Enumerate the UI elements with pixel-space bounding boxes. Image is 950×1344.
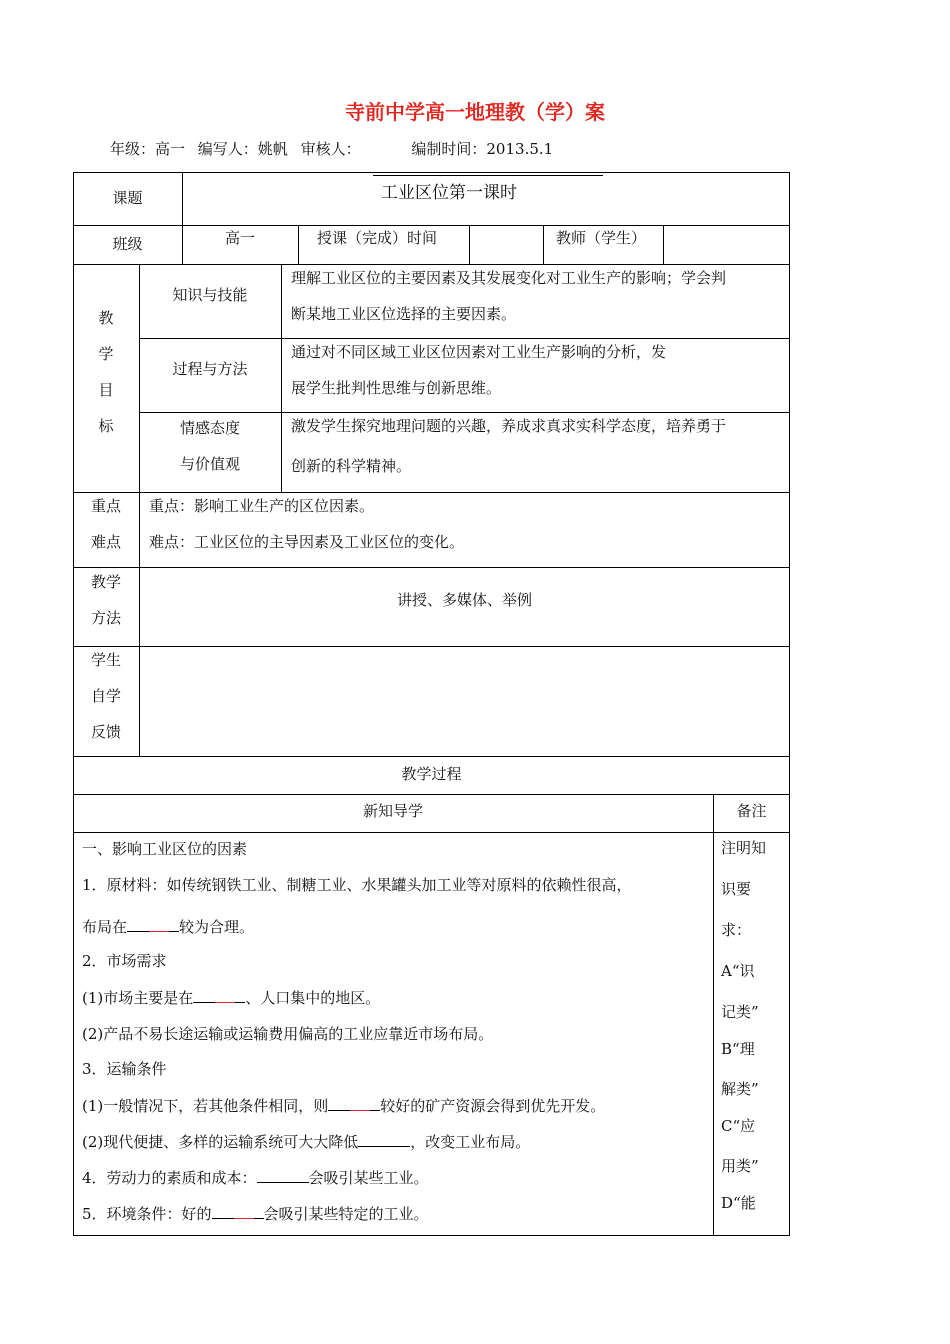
objective-process-line2: 展学生批判性思维与创新思维。 bbox=[291, 379, 502, 397]
row-divider bbox=[73, 567, 790, 568]
content-line: 3．运输条件 bbox=[82, 1060, 167, 1078]
teacher-label: 教师（学生） bbox=[556, 229, 647, 247]
note-line: A“识 bbox=[721, 962, 755, 980]
date-text: 编制时间：2013.5.1 bbox=[411, 140, 554, 158]
objectives-label: 教 学 目 标 bbox=[98, 309, 114, 435]
content-line: 1．原材料：如传统钢铁工业、制糖工业、水果罐头加工业等对原料的依赖性很高， bbox=[82, 876, 632, 894]
key-points-label: 重点 难点 bbox=[90, 497, 121, 551]
class-label: 班级 bbox=[112, 235, 143, 253]
grade-text: 年级：高一 bbox=[110, 140, 186, 158]
reviewer-text: 审核人： bbox=[300, 140, 361, 158]
content-line: 2．市场需求 bbox=[82, 952, 167, 970]
lesson-table bbox=[73, 172, 790, 1236]
col-divider bbox=[713, 794, 714, 1236]
col-divider bbox=[139, 264, 140, 756]
note-line: 用类” bbox=[721, 1157, 759, 1175]
content-line: 5．环境条件：好的 会吸引某些特定的工业。 bbox=[82, 1205, 429, 1223]
process-heading: 教学过程 bbox=[401, 765, 462, 783]
content-line: (1)一般情况下，若其他条件相同，则 较好的矿产资源会得到优先开发。 bbox=[82, 1097, 606, 1115]
col-divider bbox=[281, 264, 282, 492]
fill-blank bbox=[257, 1168, 309, 1183]
fill-blank bbox=[328, 1096, 380, 1111]
note-line: B“理 bbox=[721, 1040, 755, 1058]
document-meta bbox=[110, 138, 561, 159]
key-point-line: 重点：影响工业生产的区位因素。 bbox=[149, 497, 375, 515]
note-line: 识要 bbox=[721, 880, 752, 898]
objective-attitude-line1: 激发学生探究地理问题的兴趣，养成求真求实科学态度，培养勇于 bbox=[291, 417, 727, 435]
method-value: 讲授、多媒体、举例 bbox=[396, 591, 532, 609]
content-heading: 一、影响工业区位的因素 bbox=[82, 840, 248, 858]
col-divider bbox=[663, 225, 664, 264]
note-line: 记类” bbox=[721, 1003, 759, 1021]
author-text: 编写人：姚帆 bbox=[197, 140, 288, 158]
objective-knowledge-line1: 理解工业区位的主要因素及其发展变化对工业生产的影响；学会判 bbox=[291, 269, 727, 287]
content-line: (1)市场主要是在 、人口集中的地区。 bbox=[82, 989, 381, 1007]
note-line: 求： bbox=[721, 921, 752, 939]
content-line: (2)现代便捷、多样的运输系统可大大降低 ，改变工业布局。 bbox=[82, 1133, 531, 1151]
col-divider bbox=[469, 225, 470, 264]
class-value: 高一 bbox=[224, 229, 255, 247]
page-title: 寺前中学高一地理教（学）案 bbox=[345, 100, 605, 124]
objective-attitude-line2: 创新的科学精神。 bbox=[291, 457, 412, 475]
note-line: D“能 bbox=[721, 1194, 756, 1212]
content-line: 布局在 较为合理。 bbox=[82, 918, 255, 936]
row-divider bbox=[73, 646, 790, 647]
objective-knowledge-line2: 断某地工业区位选择的主要因素。 bbox=[291, 305, 517, 323]
objective-process-label: 过程与方法 bbox=[172, 360, 248, 378]
row-divider bbox=[73, 832, 790, 833]
content-line: 4．劳动力的素质和成本： 会吸引某些工业。 bbox=[82, 1169, 429, 1187]
time-label: 授课（完成）时间 bbox=[317, 229, 438, 247]
objective-attitude-label-1: 情感态度 bbox=[179, 419, 240, 437]
new-knowledge-heading: 新知导学 bbox=[362, 802, 423, 820]
method-label: 教学 方法 bbox=[90, 573, 121, 627]
fill-blank bbox=[127, 917, 179, 932]
difficult-point-line: 难点：工业区位的主导因素及工业区位的变化。 bbox=[149, 533, 465, 551]
fill-blank bbox=[193, 988, 245, 1003]
col-divider bbox=[543, 225, 544, 264]
notes-heading: 备注 bbox=[736, 802, 767, 820]
feedback-label: 学生 自学 反馈 bbox=[90, 651, 121, 741]
objective-knowledge-label: 知识与技能 bbox=[172, 286, 248, 304]
objective-process-line1: 通过对不同区域工业区位因素对工业生产影响的分析，发 bbox=[291, 343, 667, 361]
topic-value: 工业区位第一课时 bbox=[373, 175, 603, 208]
fill-blank bbox=[212, 1204, 264, 1219]
content-line: (2)产品不易长途运输或运输费用偏高的工业应靠近市场布局。 bbox=[82, 1025, 494, 1043]
topic-label: 课题 bbox=[112, 189, 143, 207]
col-divider bbox=[298, 225, 299, 264]
note-line: C“应 bbox=[721, 1117, 756, 1135]
note-line: 注明知 bbox=[721, 839, 767, 857]
fill-blank bbox=[358, 1132, 410, 1147]
objective-attitude-label-2: 与价值观 bbox=[179, 455, 240, 473]
note-line: 解类” bbox=[721, 1080, 759, 1098]
